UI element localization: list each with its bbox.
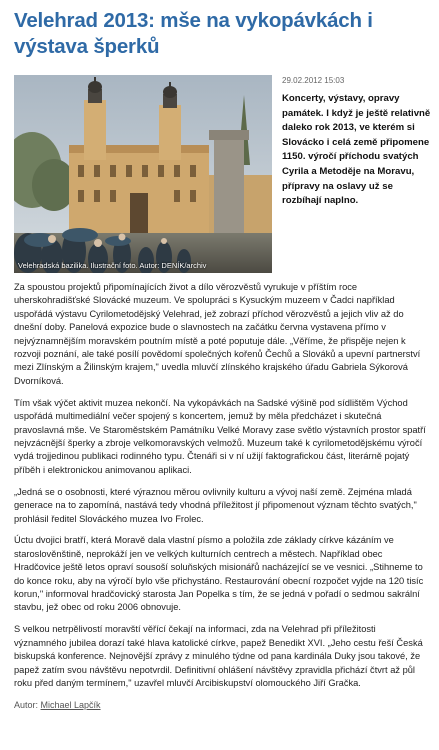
- article-lead: [14, 75, 429, 273]
- article-paragraph: Úctu dvojici bratří, která Moravě dala vlastní písmo a položila zde základy církve kázáním ve staroslověnštině, neprokáží jen ve velkých kulturních centrech a městech. Například obec Hradčovice ještě letos opraví sousoší soluňských misionářů nacházející se ve vesnici. „Stihneme to do konce roku, aby na výročí bylo vše přichystáno. Restaurování obecní rozpočet vyjde na 120 tisíc korun," informoval hradčovický starosta Jan Popelka s tím, že se jedná v pořadí o sedmou sakrální stavbu, jež obec od roku 2006 obnovuje.: [14, 535, 424, 613]
- article-paragraph: Za spoustou projektů připomínajících život a dílo věrozvěstů vyrukuje v příštím roce uherskohradišťské Slovácké muzeum. Ve spolupráci s Kysuckým muzeem v Čadci například uspořádá výstavu Cyrilometodějský Velehrad, jež zobrazí příchod věrozvěstů a jejich vliv až do dnešní doby. Panelová expozice bude o slavnostech na začátku června vystavena přímo v nejvýznamnějším moravském poutním místě a poté poputuje dále. „Věříme, že přispěje nejen k rozvoji poznání, ale také posílí povědomí společných kořenů Čechů a Slováků a upevní partnerství mezi Zlínským a Žilinským krajem," uvedla mluvčí zlínského krajského úřadu Gabriela Sýkorová Dvorníková.: [14, 282, 421, 386]
- article-paragraph: Tím však výčet aktivit muzea nekončí. Na vykopávkách na Sadské výšině pod sídlištěm Východ uspořádá multimediální večer spojený s koncertem, jemuž by měla předcházet i skutečná pravoslavná mše. Ve Staroměstském Památníku Velké Moravy zase světlo výstavních prostor spatří nejvzácnější šperky a zbroje velkomoravských velmožů. Muzeum také k cyrilometodějskému výročí vydá trojjedinou publikaci rodinného typu. Čtenáři si v ní užijí faktografickou část, literárně pojatý příběh i elektronickou animovanou aplikaci.: [14, 397, 426, 475]
- author-link[interactable]: Michael Lapčík: [40, 699, 101, 710]
- article-paragraph: S velkou netrpělivostí moravští věřící čekají na informaci, zda na Velehrad při příležitosti významného jubilea dorazí také hlava katolické církve, papež Benedikt XVI. „Jeho cestu řeší Česká biskupská konference. Nejnovější zprávy z minulého týdne od pana kardinála Duky jsou takové, že papež zatím svou návštěvu nepotvrdil. Definitivní ohlášení návštěvy zpravidla přichází čtvrt až půl roku před daným termínem," uzavřel mluvčí Arcibiskupství olomouckého Jiří Gračka.: [14, 624, 423, 688]
- article-perex: Koncerty, výstavy, opravy památek. I když je ještě relativně daleko rok 2013, ve kterém si Slovácko i celá země připomene 1150. výročí příchodu svatých Cyrila a Metoděje na Moravu, přípravy na oslavy už se rozbíhají naplno.: [282, 93, 431, 207]
- article-author: [14, 699, 427, 712]
- article-photo[interactable]: [14, 75, 272, 273]
- article-date: 29.02.2012 15:03: [282, 76, 345, 85]
- author-label: Autor:: [14, 699, 39, 710]
- article-body: [14, 281, 427, 712]
- article-title: Velehrad 2013: mše na vykopávkách i výstava šperků: [14, 9, 373, 58]
- basilica-photo-illustration: [14, 75, 272, 273]
- photo-caption: Velehradská bazilika. Ilustrační foto. Autor: DENÍK/archiv: [18, 261, 207, 270]
- article-paragraph: „Jedná se o osobnosti, které výraznou měrou ovlivnily kulturu a vývoj naší země. Zejména mladá generace na to zapomíná, nastává tedy vhodná příležitost jí připomenout význam těchto svatých," prohlásil ředitel Slováckého muzea Ivo Frolec.: [14, 486, 417, 524]
